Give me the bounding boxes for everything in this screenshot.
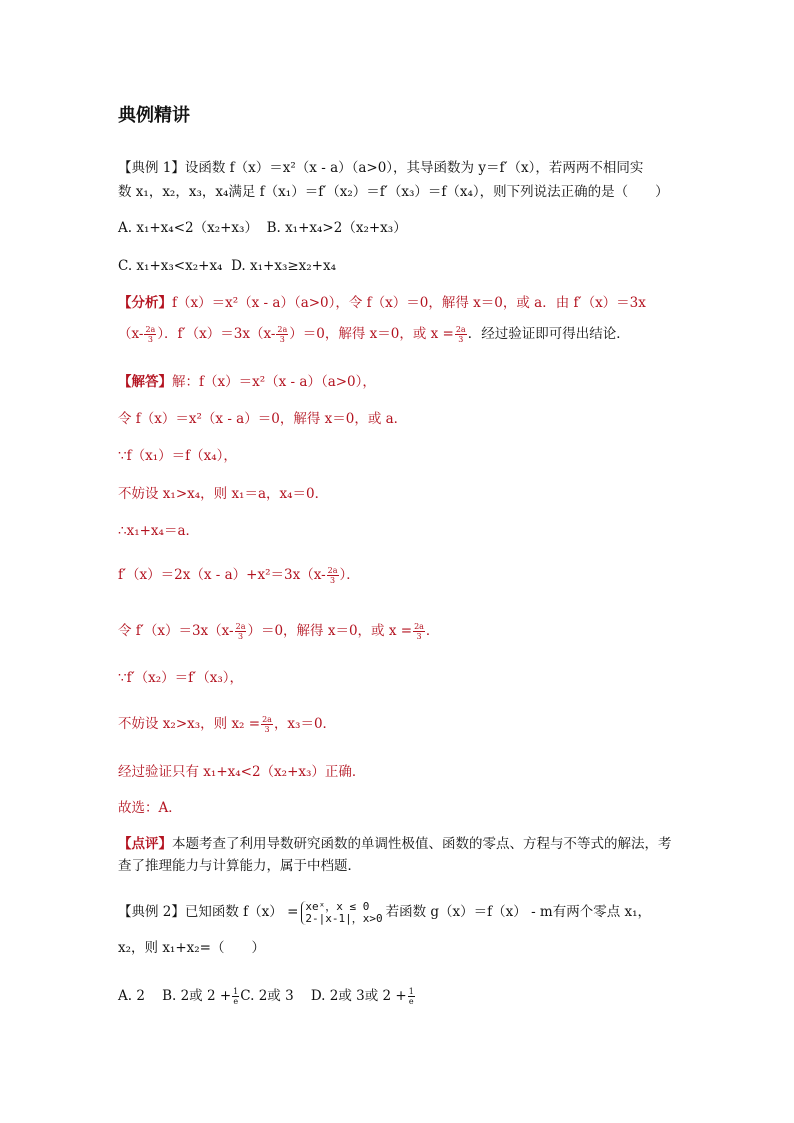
solution-step: f′（x）＝2x（x - a）+x²＝3x（x- $\frac{2a}{3}$ ）． bbox=[118, 566, 360, 585]
fraction: $\frac{2a}{3}$ bbox=[262, 715, 272, 734]
analysis-line2 bbox=[118, 324, 630, 344]
analysis-text: f（x）＝x²（x - a）（a>0），令 f（x）＝0，解得 x＝0，或 a．由 f′（x）＝3x bbox=[172, 295, 646, 311]
analysis-text: ．经过验证即可得出结论． bbox=[467, 326, 630, 342]
analysis-line1 bbox=[118, 293, 646, 313]
analysis-tag: 【分析】 bbox=[118, 295, 172, 311]
option-b: B. x₁+x₄>2（x₂+x₃） bbox=[266, 220, 407, 236]
option-d: D. 2或 3或 2 + $\frac{1}{e}$ bbox=[310, 987, 414, 1006]
example1-question-line2: 数 x₁，x₂，x₃，x₄满足 f（x₁）＝f′（x₂）＝f′（x₃）＝f（x₄），则下列说法正确的是（ ） bbox=[118, 184, 669, 200]
fraction: $\frac{2a}{3}$ bbox=[277, 325, 288, 344]
analysis-text: ）＝0，解得 x＝0，或 x = bbox=[289, 326, 454, 342]
solution-step: ∵f（x₁）＝f（x₄）， bbox=[118, 448, 237, 464]
fraction: $\frac{1}{e}$ bbox=[233, 987, 239, 1006]
solution-step: 令 f（x）＝x²（x - a）＝0，解得 x＝0，或 a． bbox=[118, 411, 408, 427]
solution-step: ∵f′（x₂）＝f′（x₃）， bbox=[118, 670, 244, 686]
example1-options-ab bbox=[118, 218, 407, 238]
analysis-text: ）．f′（x）＝3x（x- bbox=[157, 326, 276, 342]
example1-options-cd bbox=[118, 256, 336, 276]
answer-text: 解：f（x）＝x²（x - a）（a>0）， bbox=[172, 374, 376, 390]
option-c: C. 2或 3 bbox=[240, 988, 294, 1004]
option-a: A. x₁+x₄<2（x₂+x₃） bbox=[118, 220, 258, 236]
example1-question-line1: 【典例 1】设函数 f（x）＝x²（x - a）（a>0），其导函数为 y＝f′（x），若两两不相同实 bbox=[118, 160, 644, 176]
option-a: A. 2 bbox=[118, 988, 145, 1004]
solution-step: ∴x₁+x₄＝a． bbox=[118, 523, 199, 539]
solution-step: 令 f′（x）＝3x（x- $\frac{2a}{3}$ ）＝0，解得 x＝0，或 x = $\frac{2a}{3}$ ． bbox=[118, 622, 440, 641]
solution-step: 不妨设 x₁>x₄，则 x₁＝a，x₄＝0． bbox=[118, 486, 329, 502]
piecewise-brace: xeˣ，x ≤ 0 2-|x-1|，x>0 bbox=[301, 901, 382, 925]
fraction: $\frac{2a}{3}$ bbox=[235, 622, 246, 641]
fraction: $\frac{2a}{3}$ bbox=[145, 325, 156, 344]
fraction: $\frac{1}{e}$ bbox=[408, 987, 414, 1006]
example2-question-line2: x₂，则 x₁+x₂=（ ） bbox=[118, 940, 265, 956]
comment-tag: 【点评】 bbox=[118, 836, 172, 852]
page-title: 典例精讲 bbox=[118, 105, 190, 126]
fraction: $\frac{2a}{3}$ bbox=[327, 566, 338, 585]
option-b: B. 2或 2 + $\frac{1}{e}$ bbox=[162, 987, 239, 1006]
answer-line1 bbox=[118, 372, 376, 392]
analysis-text: （x- bbox=[118, 326, 144, 342]
example2-question-line1: 【典例 2】已知函数 f（x） = xeˣ，x ≤ 0 2-|x-1|，x>0 若函数 g（x）＝f（x） - m有两个零点 x₁， bbox=[118, 899, 652, 925]
fraction: $\frac{2a}{3}$ bbox=[455, 325, 466, 344]
option-c: C. x₁+x₃<x₂+x₄ bbox=[118, 258, 223, 274]
fraction: $\frac{2a}{3}$ bbox=[414, 622, 424, 641]
solution-step: 经过验证只有 x₁+x₄<2（x₂+x₃）正确． bbox=[118, 764, 366, 780]
answer-tag: 【解答】 bbox=[118, 374, 172, 390]
comment-text: 本题考查了利用导数研究函数的单调性极值、函数的零点、方程与不等式的解法，考查了推理能力与计算能力，属于中档题． bbox=[118, 836, 672, 874]
comment-block bbox=[118, 833, 683, 877]
option-d: D. x₁+x₃≥x₂+x₄ bbox=[231, 258, 337, 274]
solution-step: 不妨设 x₂>x₃，则 x₂ = $\frac{2a}{3}$ ，x₃＝0． bbox=[118, 715, 337, 734]
example2-options bbox=[118, 986, 416, 1006]
final-answer: 故选：A． bbox=[118, 800, 182, 816]
